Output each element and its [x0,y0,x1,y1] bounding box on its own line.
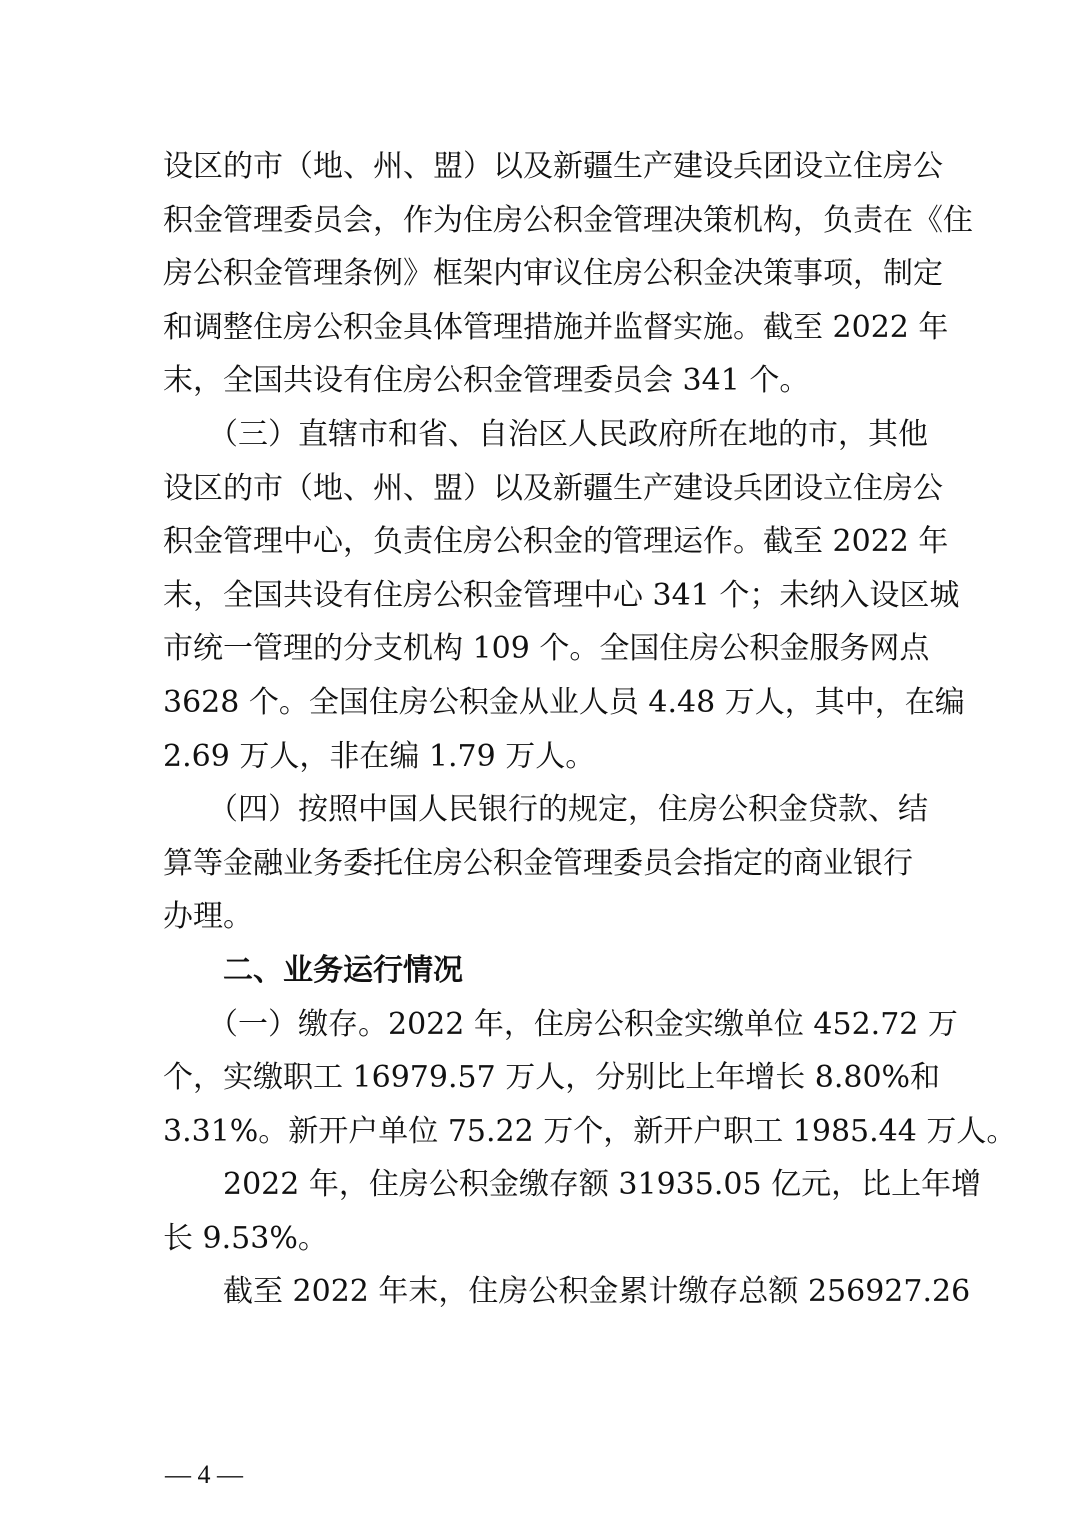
section-heading: 二、业务运行情况 [163,952,463,988]
text-line: 末，全国共设有住房公积金管理委员会 341 个。 [163,363,810,399]
text-line: （一）缴存。2022 年，住房公积金实缴单位 452.72 万 [163,1006,958,1042]
text-line: 2022 年，住房公积金缴存额 31935.05 亿元，比上年增 [163,1167,982,1203]
body-text [163,140,1017,1319]
text-line: 长 9.53%。 [163,1220,328,1256]
text-line: 设区的市（地、州、盟）以及新疆生产建设兵团设立住房公 [163,149,943,184]
text-line: 2.69 万人，非在编 1.79 万人。 [163,738,596,774]
text-line: （四）按照中国人民银行的规定，住房公积金贷款、结 [163,792,928,828]
text-line: 个，实缴职工 16979.57 万人，分别比上年增长 8.80%和 [163,1060,941,1096]
text-line: 设区的市（地、州、盟）以及新疆生产建设兵团设立住房公 [163,470,943,506]
text-line: 末，全国共设有住房公积金管理中心 341 个；未纳入设区城 [163,577,960,613]
text-line: 截至 2022 年末，住房公积金累计缴存总额 256927.26 [163,1274,971,1310]
text-line: 办理。 [163,899,253,935]
text-line: 3628 个。全国住房公积金从业人员 4.48 万人，其中，在编 [163,684,965,720]
page-number: — 4 — [165,1460,243,1489]
text-line: （三）直辖市和省、自治区人民政府所在地的市，其他 [163,416,928,452]
text-line: 3.31%。新开户单位 75.22 万个，新开户职工 1985.44 万人。 [163,1113,1017,1149]
text-line: 积金管理中心，负责住房公积金的管理运作。截至 2022 年 [163,524,949,560]
text-line: 房公积金管理条例》框架内审议住房公积金决策事项，制定 [163,256,943,292]
text-line: 算等金融业务委托住房公积金管理委员会指定的商业银行 [163,845,913,881]
text-line: 积金管理委员会，作为住房公积金管理决策机构，负责在《住 [163,202,973,238]
text-line: 和调整住房公积金具体管理措施并监督实施。截至 2022 年 [163,309,949,345]
text-line: 市统一管理的分支机构 109 个。全国住房公积金服务网点 [163,631,930,667]
